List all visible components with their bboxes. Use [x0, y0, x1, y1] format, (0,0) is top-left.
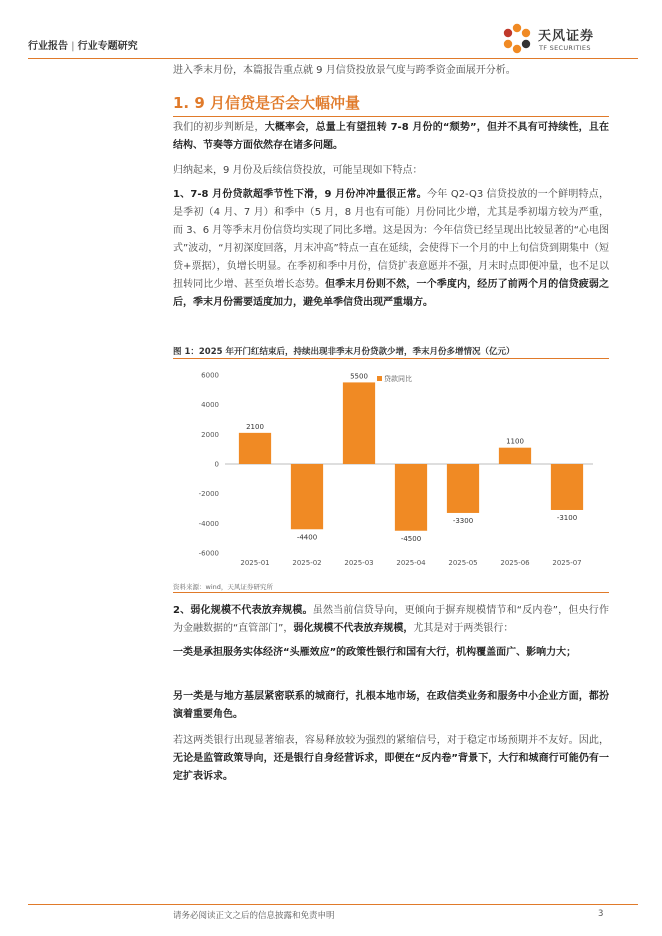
flower-logo-icon [498, 20, 536, 58]
footer-divider [28, 904, 638, 905]
point-2-heading: 2、弱化规模不代表放弃规模。 [173, 605, 313, 616]
point-1-heading: 1、7-8 月份贷款超季节性下滑，9 月份冲冲量很正常。 [173, 189, 428, 200]
section-divider [173, 116, 609, 117]
bar [291, 464, 323, 529]
bar-data-label: 5500 [350, 372, 368, 381]
brand-name-en: TF SECURITIES [539, 44, 591, 52]
y-tick-label: -4000 [198, 519, 219, 528]
x-tick-label: 2025-06 [500, 559, 530, 567]
bar [499, 448, 531, 464]
point-2-text: 虽然当前信贷导向，更倾向于摒弃规模情节和“反内卷”，但央行作为金融数据的“直管部门”， [173, 605, 609, 634]
bar [447, 464, 479, 513]
x-tick-label: 2025-01 [240, 559, 270, 567]
legend-label: 贷款同比 [384, 375, 412, 383]
x-axis [240, 559, 581, 567]
judgement-lead: 我们的初步判断是， [173, 122, 265, 133]
header-divider [28, 58, 638, 59]
chart-canvas [173, 363, 609, 578]
point-1-conclusion: 但季末月份则不然，一个季度内，经历了前两个月的信贷疲弱之后，季末月份需要适度加力，避免单季信贷出现严重塌方。 [173, 279, 610, 308]
intro-paragraph: 进入季末月份，本篇报告重点就 9 月信贷投放景气度与跨季资金面展开分析。 [173, 65, 516, 76]
bar-data-label: -3300 [452, 516, 474, 525]
category-label: 行业报告 [28, 41, 68, 52]
page-header [28, 20, 638, 60]
brand-logo [498, 20, 638, 60]
figure-title: 图 1：2025 年开门红结束后，持续出现非季末月份贷款少增，季末月份多增情况（亿元） [173, 347, 515, 357]
point-1-text: 今年 Q2-Q3 信贷投放的一个鲜明特点，是季初（4 月、7 月）和季中（5 月，8 月也有可能）月份同比少增，尤其是季初塌方较为严重，而 3、6 月等季末月份信贷均实现了同比多增。这是因为：今年信贷已经呈现出比较显著的“心电图式”波动，“月初深度回落，月末冲高”特点一直在延续，会使得下一个月的中上旬信贷到期集中（短贷+票据），负增长明显。在季初和季中月份，信贷扩表意愿并不强，月末时点即便冲量，也不足以扭转同比少增、甚至负增长态势。 [173, 189, 609, 290]
point-1-paragraph [173, 186, 609, 312]
bar-data-label: -3100 [556, 513, 578, 522]
x-tick-label: 2025-02 [292, 559, 322, 567]
footer-disclaimer: 请务必阅读正文之后的信息披露和免责申明 [173, 911, 335, 921]
bar [551, 464, 583, 510]
point-2-tail: 尤其是对于两类银行： [413, 623, 514, 634]
y-axis [199, 372, 219, 558]
point-2-paragraph [173, 602, 609, 638]
conclusion-paragraph [173, 732, 609, 786]
bank-type-1-paragraph [173, 644, 609, 662]
y-tick-label: 0 [214, 460, 219, 469]
judgement-paragraph [173, 119, 609, 155]
judgement-bold: 大概率会，总量上有望扭转 7-8 月份的“颓势”，但并不具有可持续性，且在结构、节奏等方面依然存在诸多问题。 [173, 122, 609, 151]
figure-divider [173, 358, 609, 359]
conclusion-text: 若这两类银行出现显著缩表，容易释放较为强烈的紧缩信号，对于稳定市场预期并不友好。因此， [173, 735, 609, 746]
x-tick-label: 2025-03 [344, 559, 374, 567]
legend-swatch [377, 376, 382, 381]
bank-type-1-bold: 一类是承担服务实体经济“头雁效应”的政策性银行和国有大行，机构覆盖面广、影响力大； [173, 647, 577, 658]
y-tick-label: -6000 [198, 549, 219, 558]
x-tick-label: 2025-05 [448, 559, 478, 567]
bank-type-2-bold: 另一类是与地方基层紧密联系的城商行，扎根本地市场，在政信类业务和服务中小企业方面，都扮演着重要角色。 [173, 691, 609, 720]
bar-data-label: -4400 [296, 533, 318, 542]
category-separator: | [71, 41, 75, 52]
bar [239, 433, 271, 464]
y-tick-label: 2000 [201, 430, 219, 439]
x-tick-label: 2025-07 [552, 559, 582, 567]
bar-data-label: -4500 [400, 534, 422, 543]
report-category [28, 37, 138, 52]
y-tick-label: 6000 [201, 371, 219, 380]
source-divider [173, 592, 609, 593]
figure-source: 资料来源：wind，天风证券研究所 [173, 583, 273, 591]
loan-bar-chart [173, 363, 609, 578]
bank-type-2-paragraph [173, 688, 609, 724]
summary-paragraph: 归纳起来，9 月份及后续信贷投放，可能呈现如下特点： [173, 165, 423, 176]
bar-data-label: 2100 [246, 422, 264, 431]
conclusion-bold: 无论是监管政策导向，还是银行自身经营诉求，即便在“反内卷”背景下，大行和城商行可能仍有一定扩表诉求。 [173, 753, 609, 782]
point-2-bold: 弱化规模不代表放弃规模， [293, 623, 414, 634]
y-tick-label: -2000 [198, 490, 219, 499]
x-tick-label: 2025-04 [396, 559, 426, 567]
chart-legend [377, 374, 412, 383]
y-tick-label: 4000 [201, 401, 219, 410]
subcategory-label: 行业专题研究 [77, 41, 138, 52]
page-number: 3 [598, 909, 604, 919]
section-title: 1. 9 月信贷是否会大幅冲量 [173, 94, 361, 112]
bar-data-label: 1100 [506, 437, 524, 446]
bar-series [239, 372, 583, 542]
bar [343, 382, 375, 464]
brand-name: 天风证券 [538, 29, 595, 44]
bar [395, 464, 427, 531]
